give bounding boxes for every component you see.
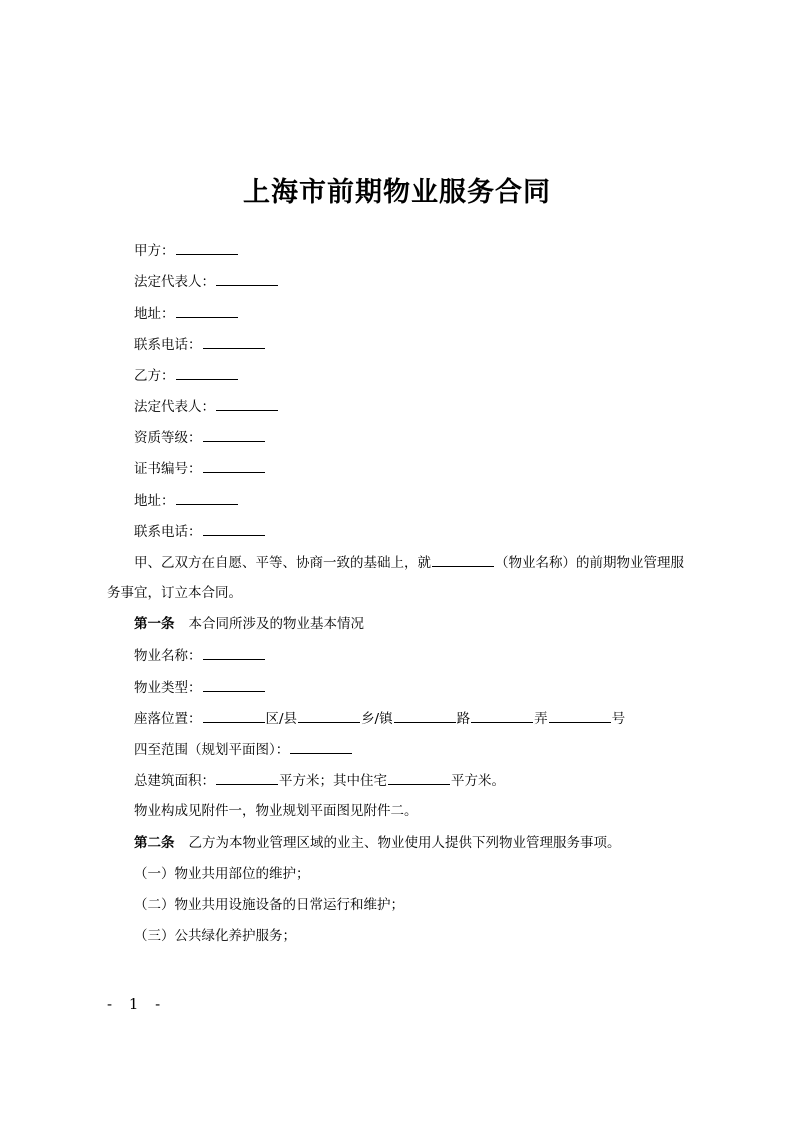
property-type-line: [134, 678, 266, 697]
party-b-phone-blank: [203, 522, 265, 536]
party-b-rep-line: [134, 397, 279, 416]
party-a-name-blank: [176, 241, 238, 255]
service-item-3-text: （三）公共绿化养护服务；: [134, 928, 296, 944]
property-type-label: 物业类型：: [134, 680, 202, 696]
intro-text-2: （物业名称）的前期物业管理服: [495, 555, 684, 571]
service-item-1-text: （一）物业共用部位的维护；: [134, 866, 310, 882]
service-item-1: [134, 865, 310, 883]
party-b-name-blank: [176, 366, 238, 380]
contract-title: 上海市前期物业服务合同: [243, 177, 551, 208]
party-a-phone-blank: [203, 335, 265, 349]
attachment-note: 物业构成见附件一，物业规划平面图见附件二。: [134, 803, 418, 819]
party-b-address-blank: [176, 491, 238, 505]
party-b-name-label: 乙方：: [134, 368, 175, 384]
location-label: 座落位置：: [134, 711, 202, 727]
residential-area-blank: [388, 771, 450, 785]
party-a-address-label: 地址：: [134, 306, 175, 322]
party-a-rep-line: [134, 272, 279, 291]
location-unit-town: 乡/镇: [361, 711, 393, 727]
article-1-heading: 第一条: [134, 616, 175, 632]
party-a-phone-line: [134, 335, 266, 354]
service-item-2: [134, 896, 404, 914]
party-b-cert-blank: [203, 459, 265, 473]
party-a-rep-blank: [216, 272, 278, 286]
boundary-line: [134, 740, 353, 759]
party-b-cert-line: [134, 459, 266, 478]
party-a-address-blank: [176, 304, 238, 318]
party-b-qualification-label: 资质等级：: [134, 430, 202, 446]
article-2-text: 乙方为本物业管理区域的业主、物业使用人提供下列物业管理服务事项。: [188, 835, 621, 851]
party-b-name-line: [134, 366, 239, 385]
party-a-name-line: [134, 241, 239, 260]
property-name-line: [134, 646, 266, 665]
boundary-label: 四至范围（规划平面图）：: [134, 742, 290, 758]
party-b-rep-label: 法定代表人：: [134, 399, 215, 415]
boundary-blank: [290, 740, 352, 754]
intro-text-1: 甲、乙双方在自愿、平等、协商一致的基础上，就: [134, 555, 431, 571]
article-2-heading: 第二条: [134, 835, 175, 851]
town-blank: [298, 709, 360, 723]
party-a-rep-label: 法定代表人：: [134, 274, 215, 290]
number-blank: [549, 709, 611, 723]
location-line: [134, 709, 625, 728]
lane-blank: [471, 709, 533, 723]
property-name-blank: [432, 553, 494, 567]
party-b-qualification-line: [134, 428, 266, 447]
party-a-name-label: 甲方：: [134, 243, 175, 259]
area-unit-2: 平方米。: [451, 773, 505, 789]
location-unit-lane: 弄: [534, 711, 548, 727]
party-a-address-line: [134, 304, 239, 323]
intro-line-2: [107, 584, 242, 602]
district-blank: [203, 709, 265, 723]
intro-text-3: 务事宜，订立本合同。: [107, 585, 242, 601]
party-b-cert-label: 证书编号：: [134, 461, 202, 477]
attachment-note-line: [134, 802, 418, 820]
party-b-rep-blank: [216, 397, 278, 411]
property-name-field-blank: [203, 646, 265, 660]
service-item-2-text: （二）物业共用设施设备的日常运行和维护；: [134, 897, 404, 913]
area-unit-1: 平方米；其中住宅: [279, 773, 387, 789]
total-area-blank: [216, 771, 278, 785]
article-1-text: 本合同所涉及的物业基本情况: [188, 616, 364, 632]
article-1-heading-line: [134, 615, 364, 633]
party-a-phone-label: 联系电话：: [134, 337, 202, 353]
party-b-address-label: 地址：: [134, 493, 175, 509]
service-item-3: [134, 927, 296, 945]
property-name-label: 物业名称：: [134, 648, 202, 664]
road-blank: [394, 709, 456, 723]
article-2-heading-line: [134, 834, 621, 852]
party-b-phone-label: 联系电话：: [134, 524, 202, 540]
area-label: 总建筑面积：: [134, 773, 215, 789]
location-unit-road: 路: [456, 711, 471, 727]
location-unit-district: 区/县: [265, 711, 298, 727]
area-line: [134, 771, 505, 790]
party-b-phone-line: [134, 522, 266, 541]
party-b-address-line: [134, 491, 239, 510]
page-number: - 1 -: [107, 995, 167, 1013]
party-b-qualification-blank: [203, 428, 265, 442]
intro-line-1: [134, 553, 684, 572]
location-unit-number: 号: [611, 711, 626, 727]
property-type-blank: [203, 678, 265, 692]
